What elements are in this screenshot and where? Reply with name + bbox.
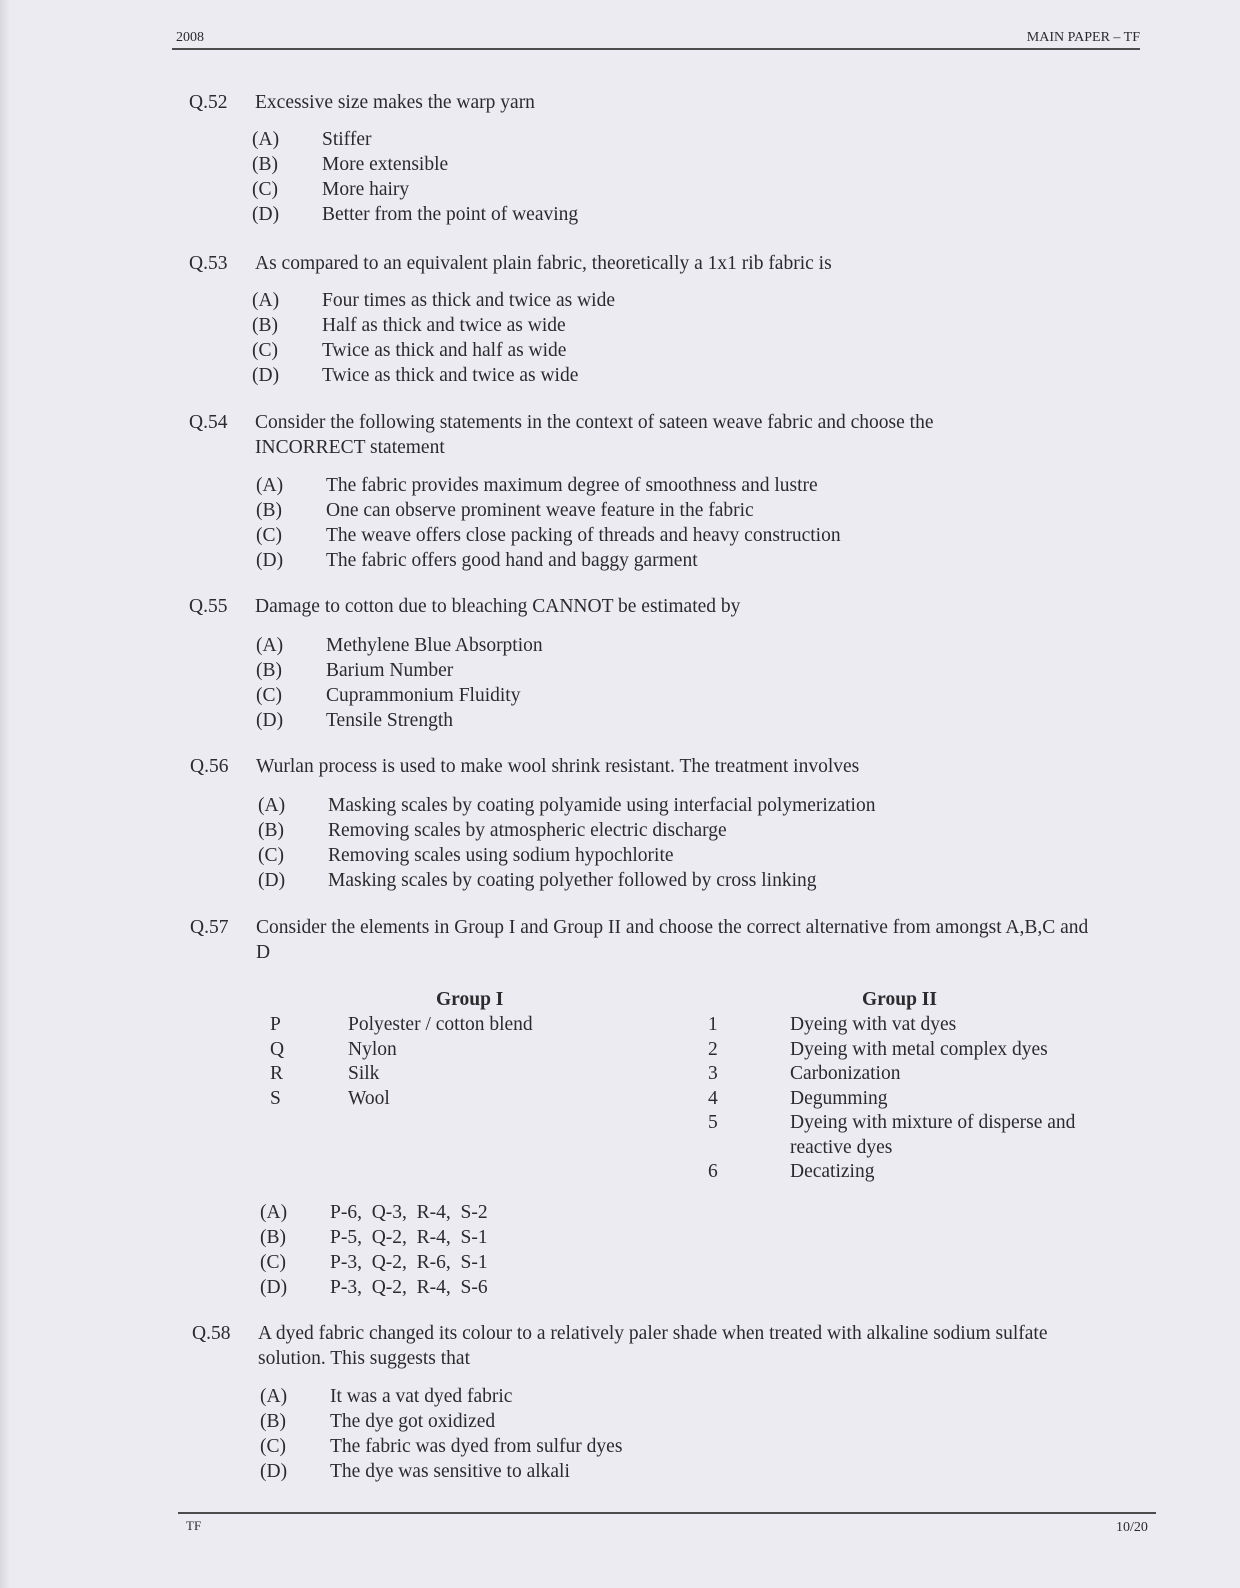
- item-text: Wool: [348, 1087, 390, 1109]
- group-1-item: [270, 1062, 670, 1087]
- option-label: (D): [256, 710, 284, 731]
- item-text: Dyeing with vat dyes: [790, 1014, 957, 1035]
- item-text: reactive dyes: [790, 1136, 893, 1158]
- question-stem: Damage to cotton due to bleaching CANNOT be estimated by: [255, 596, 741, 617]
- group-2-item: [708, 1160, 1128, 1185]
- option-text: Tensile Strength: [326, 710, 453, 731]
- header-year: 2008: [176, 30, 204, 45]
- group-2-item: [708, 1038, 1128, 1063]
- option-text: Twice as thick and twice as wide: [322, 365, 579, 386]
- option-text: P-6, Q-3, R-4, S-2: [330, 1202, 488, 1223]
- item-text: Dyeing with mixture of disperse and: [790, 1112, 1076, 1133]
- item-text: Polyester / cotton blend: [348, 1014, 533, 1035]
- footer-rule: [178, 1512, 1156, 1514]
- option-text: The fabric was dyed from sulfur dyes: [330, 1436, 623, 1457]
- match-table: [270, 988, 1130, 1198]
- option-text: Cuprammonium Fluidity: [326, 685, 521, 706]
- group-2-item-continued: [708, 1136, 1128, 1161]
- group-1-item: [270, 1038, 670, 1063]
- question-stem: Consider the elements in Group I and Group II and choose the correct alternative from amongst A,B,C and D: [256, 917, 1089, 963]
- option-label: (B): [260, 1411, 286, 1432]
- option-text: Masking scales by coating polyamide using interfacial polymerization: [328, 795, 876, 816]
- option-label: (D): [258, 870, 286, 891]
- item-text: Carbonization: [790, 1063, 901, 1084]
- option-label: (C): [252, 179, 278, 200]
- item-key: 2: [708, 1038, 718, 1060]
- option-label: (C): [256, 685, 282, 706]
- option-text: Methylene Blue Absorption: [326, 635, 543, 656]
- option-text: The dye got oxidized: [330, 1411, 496, 1432]
- question-number: Q.57: [190, 917, 229, 938]
- question-stem: A dyed fabric changed its colour to a relatively paler shade when treated with alkaline sodium sulfate solution. This suggests that: [258, 1323, 1048, 1369]
- group-2-item: [708, 1013, 1128, 1038]
- option-label: (A): [252, 290, 280, 311]
- group-2-item: [708, 1062, 1128, 1087]
- page-number: 10/20: [1116, 1520, 1148, 1535]
- question-number: Q.52: [189, 92, 228, 113]
- item-key: 3: [708, 1063, 718, 1084]
- option-text: Half as thick and twice as wide: [322, 315, 566, 336]
- group-2-list: [708, 1013, 1128, 1185]
- group-2-title: Group II: [862, 989, 937, 1010]
- option-label: (D): [252, 204, 280, 225]
- option-label: (C): [252, 340, 278, 361]
- option-text: It was a vat dyed fabric: [330, 1386, 513, 1407]
- item-text: Degumming: [790, 1087, 888, 1109]
- option-text: More extensible: [322, 154, 449, 175]
- option-text: Removing scales by atmospheric electric discharge: [328, 820, 727, 841]
- question-stem: As compared to an equivalent plain fabric, theoretically a 1x1 rib fabric is: [255, 253, 832, 274]
- option-text: One can observe prominent weave feature in the fabric: [326, 500, 754, 521]
- option-label: (B): [252, 154, 278, 175]
- item-text: Dyeing with metal complex dyes: [790, 1038, 1048, 1060]
- option-text: P-3, Q-2, R-4, S-6: [330, 1277, 488, 1298]
- item-text: Silk: [348, 1063, 380, 1084]
- item-key: R: [270, 1063, 284, 1084]
- question-number: Q.53: [189, 253, 228, 274]
- header-paper-title: MAIN PAPER – TF: [1026, 30, 1140, 45]
- option-label: (A): [256, 475, 284, 496]
- option-text: More hairy: [322, 179, 410, 200]
- item-key: 1: [708, 1014, 718, 1035]
- question-stem: Consider the following statements in the context of sateen weave fabric and choose the INCORRECT statement: [255, 412, 934, 458]
- page-edge-shadow: [0, 0, 10, 1588]
- option-label: (D): [260, 1277, 288, 1298]
- option-label: (C): [260, 1436, 286, 1457]
- option-text: Stiffer: [322, 129, 372, 150]
- item-key: P: [270, 1014, 281, 1035]
- option-text: P-3, Q-2, R-6, S-1: [330, 1252, 488, 1273]
- group-2-item: [708, 1087, 1128, 1112]
- item-key: 5: [708, 1112, 718, 1133]
- option-label: (D): [256, 550, 284, 571]
- footer-code: TF: [186, 1518, 202, 1533]
- option-label: (A): [260, 1202, 288, 1223]
- option-text: P-5, Q-2, R-4, S-1: [330, 1227, 488, 1248]
- option-text: The fabric offers good hand and baggy garment: [326, 550, 698, 571]
- option-label: (B): [252, 315, 278, 336]
- option-text: Twice as thick and half as wide: [322, 340, 567, 361]
- option-label: (C): [256, 525, 282, 546]
- group-1-item: [270, 1013, 670, 1038]
- item-key: S: [270, 1087, 281, 1109]
- option-text: The weave offers close packing of threads and heavy construction: [326, 525, 841, 546]
- option-text: Removing scales using sodium hypochlorite: [328, 845, 674, 866]
- option-text: Better from the point of weaving: [322, 204, 579, 225]
- question-number: Q.55: [189, 596, 228, 617]
- group-1-item: [270, 1087, 670, 1112]
- group-1-title: Group I: [436, 989, 504, 1010]
- option-text: Four times as thick and twice as wide: [322, 290, 615, 311]
- option-label: (A): [260, 1386, 288, 1407]
- item-key: 6: [708, 1161, 718, 1182]
- option-label: (B): [258, 820, 284, 841]
- option-label: (B): [256, 660, 282, 681]
- option-label: (C): [258, 845, 284, 866]
- question-number: Q.56: [190, 756, 229, 777]
- option-label: (C): [260, 1252, 286, 1273]
- item-key: Q: [270, 1038, 285, 1060]
- option-text: Barium Number: [326, 660, 454, 681]
- question-stem: Excessive size makes the warp yarn: [255, 92, 535, 113]
- option-label: (A): [252, 129, 280, 150]
- group-2-item: [708, 1111, 1128, 1136]
- option-text: Masking scales by coating polyether followed by cross linking: [328, 870, 817, 891]
- header-rule: [172, 48, 1140, 50]
- option-text: The dye was sensitive to alkali: [330, 1461, 570, 1482]
- page-header: [176, 30, 1140, 50]
- option-label: (A): [256, 635, 284, 656]
- question-number: Q.58: [192, 1323, 231, 1344]
- group-1-list: [270, 1013, 670, 1111]
- item-text: Nylon: [348, 1038, 397, 1060]
- item-key: 4: [708, 1087, 718, 1109]
- question-number: Q.54: [189, 412, 228, 433]
- option-label: (A): [258, 795, 286, 816]
- option-label: (B): [256, 500, 282, 521]
- option-label: (D): [260, 1461, 288, 1482]
- option-label: (D): [252, 365, 280, 386]
- option-label: (B): [260, 1227, 286, 1248]
- question-stem: Wurlan process is used to make wool shrink resistant. The treatment involves: [256, 756, 860, 777]
- item-text: Decatizing: [790, 1161, 875, 1182]
- option-text: The fabric provides maximum degree of smoothness and lustre: [326, 475, 818, 496]
